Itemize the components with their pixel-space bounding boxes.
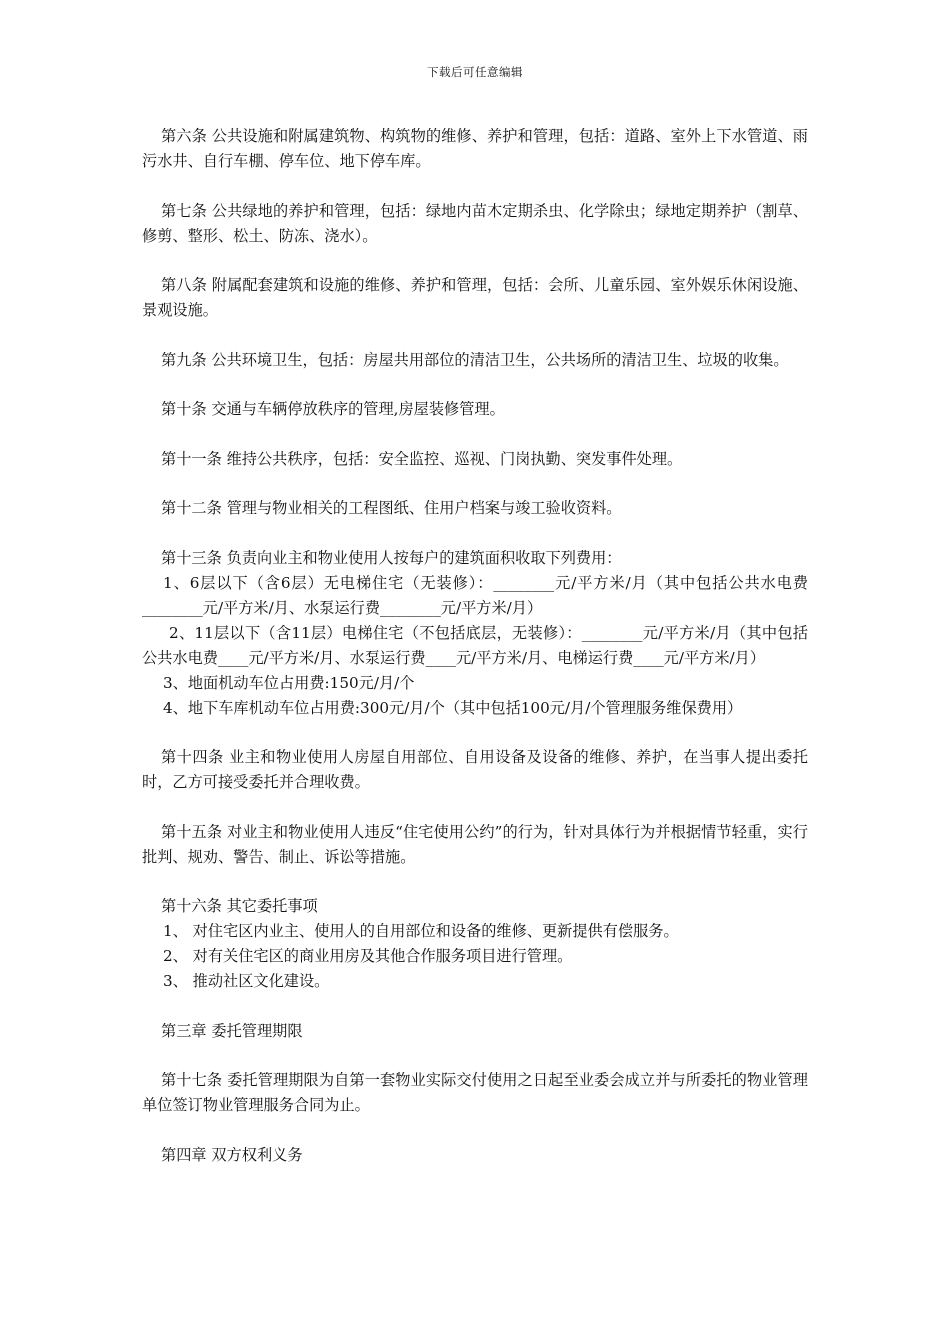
article-9: 第九条 公共环境卫生，包括：房屋共用部位的清洁卫生，公共场所的清洁卫生、垃圾的收集。 (161, 350, 789, 369)
page-header-note: 下载后可任意编辑 (427, 65, 523, 79)
article-17: 第十七条 委托管理期限为自第一套物业实际交付使用之日起至业委会成立并与所委托的物业管理单位签订物业管理服务合同为止。 (142, 1071, 808, 1114)
article-13-title: 第十三条 负责向业主和物业使用人按每户的建筑面积收取下列费用： (161, 548, 622, 567)
article-8: 第八条 附属配套建筑和设施的维修、养护和管理，包括：会所、儿童乐园、室外娱乐休闲设施、景观设施。 (142, 276, 808, 319)
article-13-item-4: 4、地下车库机动车位占用费:300元/月/个（其中包括100元/月/个管理服务维保费用） (163, 698, 743, 717)
document-body (142, 124, 808, 1168)
article-16-title: 第十六条 其它委托事项 (161, 897, 318, 915)
chapter-4-heading: 第四章 双方权利义务 (161, 1145, 303, 1164)
article-7: 第七条 公共绿地的养护和管理，包括：绿地内苗木定期杀虫、化学除虫；绿地定期养护（割草、修剪、整形、松土、防冻、浇水）。 (142, 201, 808, 245)
article-14: 第十四条 业主和物业使用人房屋自用部位、自用设备及设备的维修、养护，在当事人提出委托时，乙方可接受委托并合理收费。 (142, 748, 808, 791)
article-16-item-3: 3、 推动社区文化建设。 (163, 972, 330, 990)
article-13-item-3: 3、地面机动车位占用费:150元/月/个 (163, 673, 415, 692)
article-12: 第十二条 管理与物业相关的工程图纸、住用户档案与竣工验收资料。 (161, 499, 622, 517)
article-13-item-1: 1、6层以下（含6层）无电梯住宅（无装修）：________元/平方米/月（其中包括公共水电费________元/平方米/月、水泵运行费________元/平方米/月） (142, 573, 808, 617)
article-15: 第十五条 对业主和物业使用人违反“住宅使用公约”的行为，针对具体行为并根据情节轻重，实行批判、规劝、警告、制止、诉讼等措施。 (142, 822, 808, 866)
article-6: 第六条 公共设施和附属建筑物、构筑物的维修、养护和管理，包括：道路、室外上下水管道、雨污水井、自行车棚、停车位、地下停车库。 (142, 127, 808, 170)
article-11: 第十一条 维持公共秩序，包括：安全监控、巡视、门岗执勤、突发事件处理。 (161, 449, 683, 468)
article-13-item-2: 2、11层以下（含11层）电梯住宅（不包括底层，无装修）：________元/平方米/月（其中包括公共水电费____元/平方米/月、水泵运行费____元/平方米/月、电梯运行费____元/平方米/月） (142, 623, 808, 667)
article-10: 第十条 交通与车辆停放秩序的管理,房屋装修管理。 (161, 400, 505, 418)
article-16-item-1: 1、 对住宅区内业主、使用人的自用部位和设备的维修、更新提供有偿服务。 (163, 922, 679, 940)
chapter-3-heading: 第三章 委托管理期限 (161, 1021, 303, 1040)
article-16-item-2: 2、 对有关住宅区的商业用房及其他合作服务项目进行管理。 (163, 947, 573, 965)
